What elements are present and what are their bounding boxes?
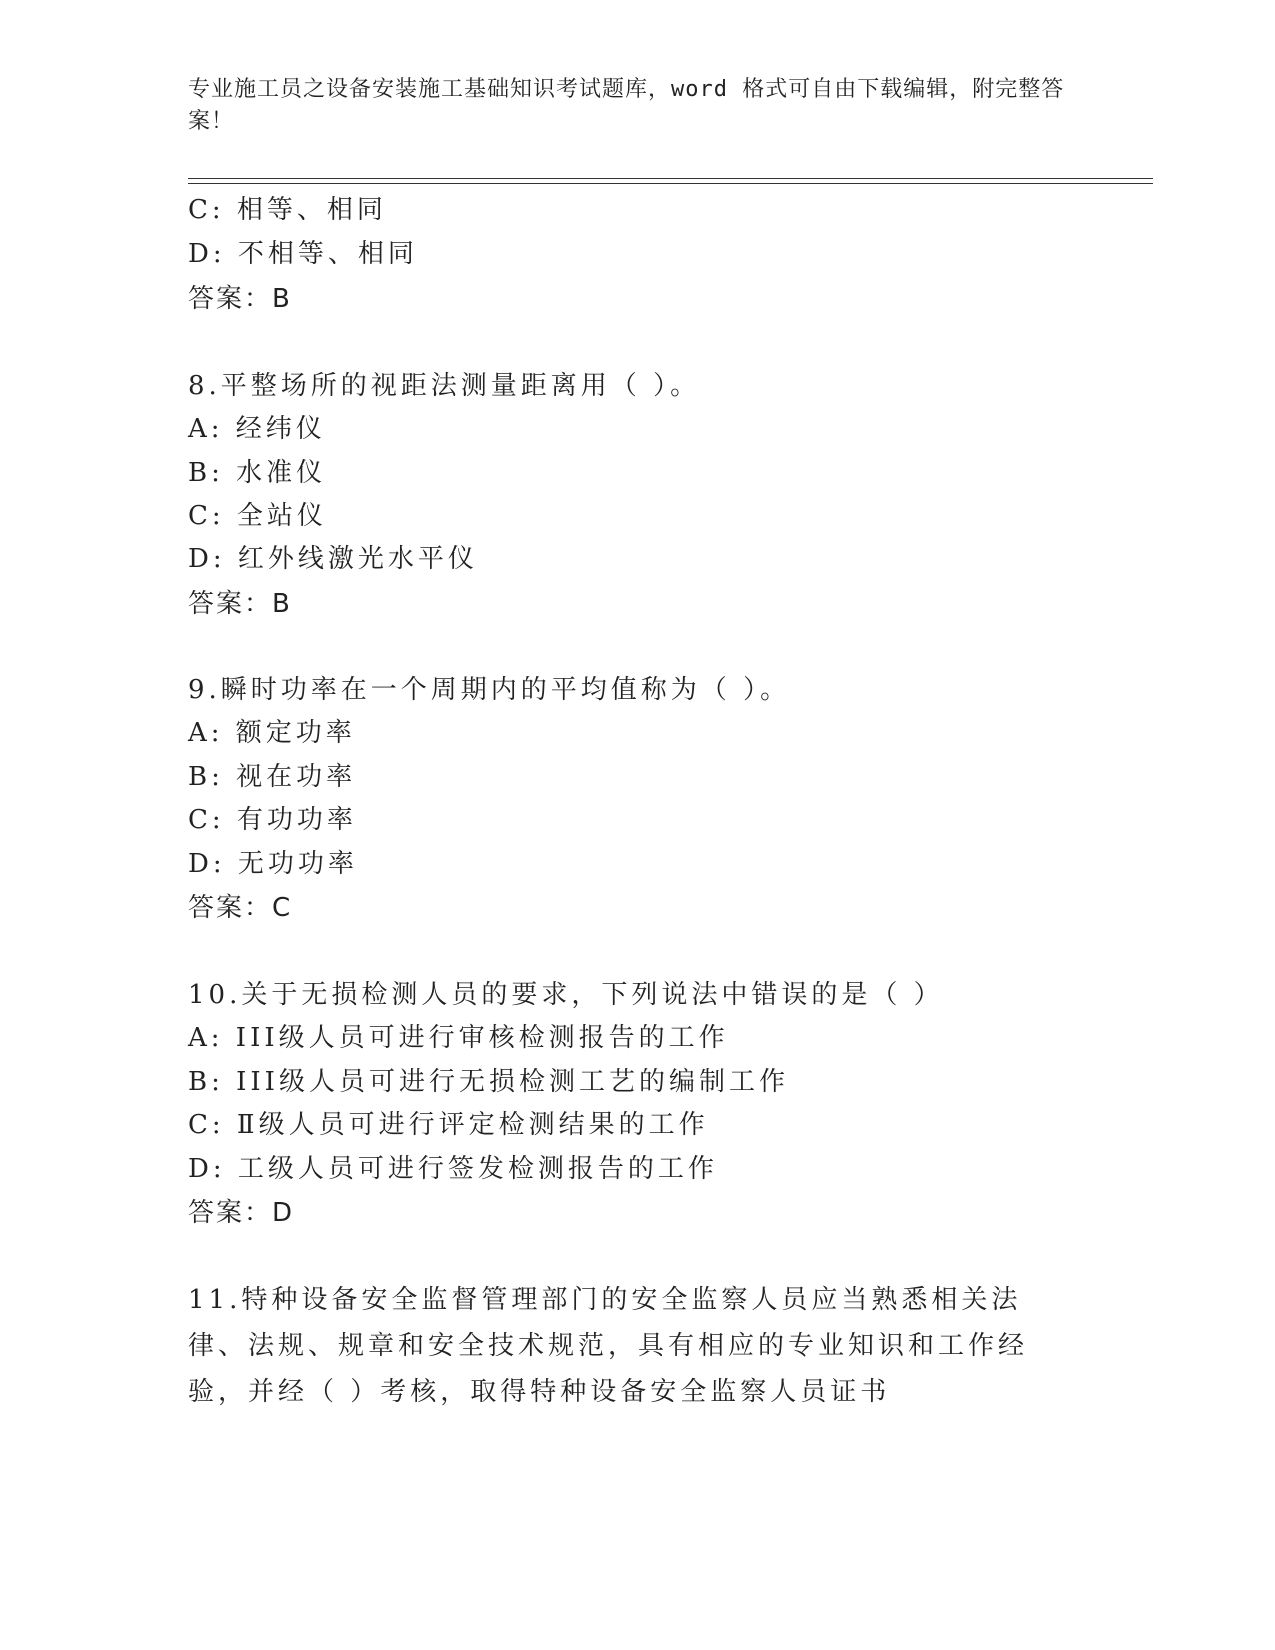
q7-answer: 答案：B [188,284,292,314]
q9-question: 9.瞬时功率在一个周期内的平均值称为（ ）。 [188,675,791,705]
q10-option-d: D: 工级人员可进行签发检测报告的工作 [188,1154,718,1184]
q10-option-b: B: III级人员可进行无损检测工艺的编制工作 [188,1067,789,1097]
page-header: 专业施工员之设备安装施工基础知识考试题库，word 格式可自由下载编辑，附完整答案！ [188,77,1065,134]
q8-option-b: B: 水准仪 [188,458,327,488]
q8-question: 8.平整场所的视距法测量距离用（ ）。 [188,371,701,401]
q10-option-a: A: III级人员可进行审核检测报告的工作 [188,1023,729,1053]
q9-option-a: A: 额定功率 [188,718,356,748]
q9-option-b: B: 视在功率 [188,762,357,792]
q10-option-c: C: Ⅱ级人员可进行评定检测结果的工作 [188,1110,709,1140]
q10-answer: 答案：D [188,1198,295,1228]
q8-option-a: A: 经纬仪 [188,414,326,444]
q8-answer: 答案：B [188,589,292,619]
q7-option-d: D: 不相等、相同 [188,239,418,269]
header-divider-bottom [188,183,1153,184]
q9-option-d: D: 无功功率 [188,849,358,879]
q9-option-c: C: 有功功率 [188,805,357,835]
q9-answer: 答案：C [188,893,293,923]
q11-question: 11.特种设备安全监督管理部门的安全监察人员应当熟悉相关法律、法规、规章和安全技术规范，具有相应的专业知识和工作经验，并经（ ）考核，取得特种设备安全监察人员证书 [188,1285,1029,1407]
q10-question: 10.关于无损检测人员的要求，下列说法中错误的是（ ） [188,980,944,1010]
q8-option-d: D: 红外线激光水平仪 [188,544,478,574]
q8-option-c: C: 全站仪 [188,501,327,531]
q7-option-c: C: 相等、相同 [188,195,387,225]
header-divider-top [188,178,1153,179]
